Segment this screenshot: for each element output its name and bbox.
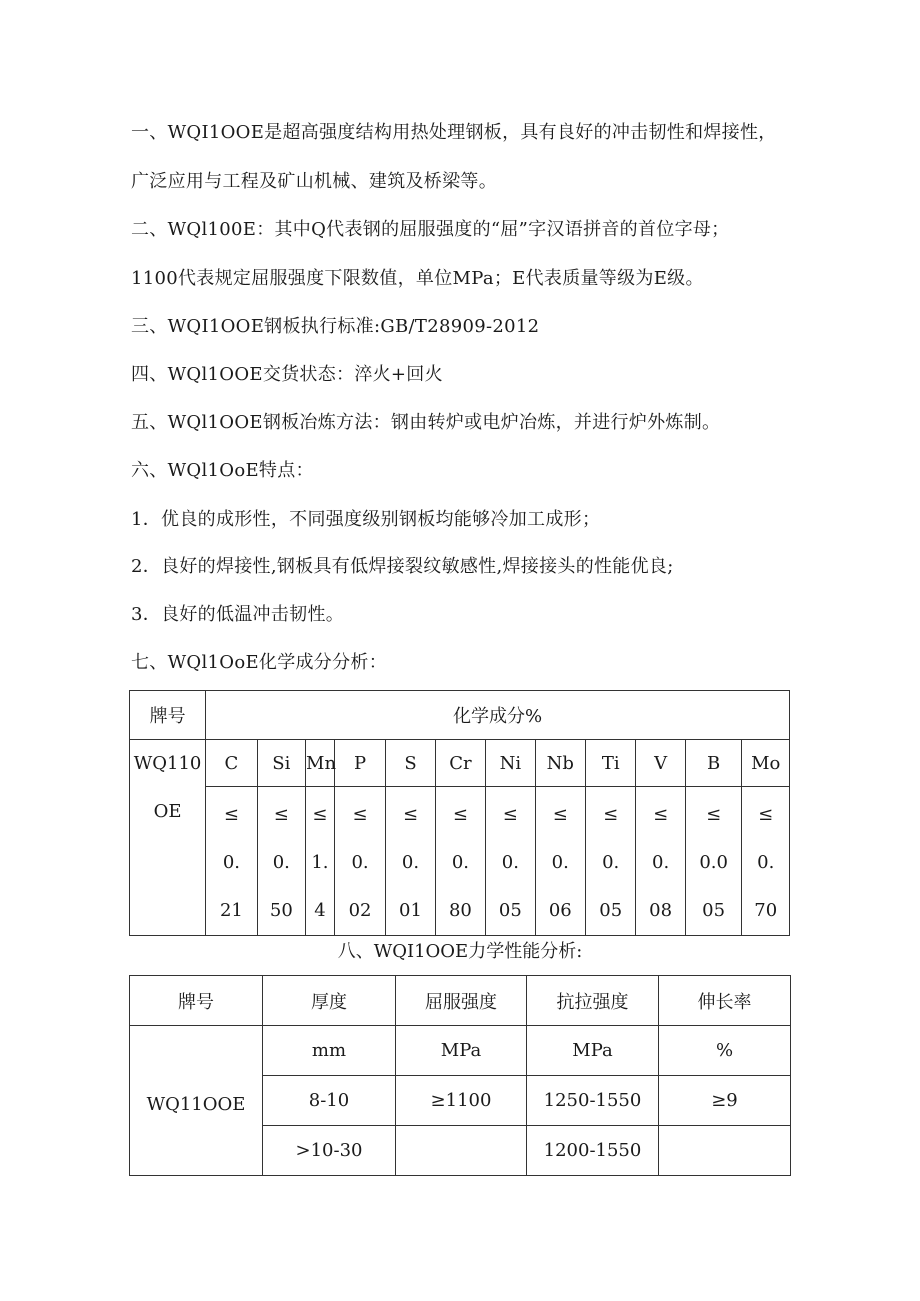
mech-header-elongation: 伸长率 — [659, 976, 791, 1026]
value-mo-part-1: 0. — [757, 852, 775, 873]
value-cr-part-0: ≤ — [452, 804, 468, 825]
row2-thickness: >10-30 — [263, 1126, 396, 1176]
value-ni-part-1: 0. — [501, 852, 519, 873]
value-nb-part-0: ≤ — [552, 804, 568, 825]
mech-brand-cell — [130, 1026, 263, 1176]
row1-thickness: 8-10 — [263, 1076, 396, 1126]
value-b-part-1: 0.0 — [699, 852, 728, 873]
paragraph-5: 五、WQl1OOE钢板冶炼方法：钢由转炉或电炉冶炼，并进行炉外炼制。 — [131, 412, 721, 433]
paragraph-7: 七、WQl1OoE化学成分分析： — [131, 652, 387, 673]
unit-yield: MPa — [396, 1026, 527, 1076]
value-b-part-0: ≤ — [706, 804, 722, 825]
value-v-part-0: ≤ — [653, 804, 669, 825]
chemical-composition-table — [129, 690, 790, 936]
value-si-part-1: 0. — [272, 852, 290, 873]
paragraph-1-cont: 广泛应用与工程及矿山机械、建筑及桥梁等。 — [131, 171, 497, 192]
paragraph-2-cont: 1100代表规定屈服强度下限数值，单位MPa；E代表质量等级为E级。 — [131, 268, 704, 289]
row1-tensile: 1250-1550 — [527, 1076, 659, 1126]
value-c-part-1: 0. — [222, 852, 240, 873]
value-p-part-1: 0. — [351, 852, 369, 873]
feature-1: 1．优良的成形性，不同强度级别钢板均能够冷加工成形； — [131, 509, 601, 530]
feature-2: 2．良好的焊接性,钢板具有低焊接裂纹敏感性,焊接接头的性能优良; — [131, 556, 674, 577]
value-cr-part-2: 80 — [448, 900, 472, 921]
value-p-part-0: ≤ — [352, 804, 368, 825]
unit-tensile: MPa — [527, 1026, 659, 1076]
value-b — [685, 787, 742, 936]
element-mn: Mn — [306, 740, 335, 787]
row2-yield — [396, 1126, 527, 1176]
value-cr-part-1: 0. — [451, 852, 470, 873]
paragraph-4: 四、WQl1OOE交货状态：淬火+回火 — [131, 364, 443, 385]
value-v — [636, 787, 685, 936]
value-c-part-2: 21 — [219, 900, 243, 921]
chem-composition-header: 化学成分% — [206, 691, 790, 740]
chem-brand-header: 牌号 — [130, 691, 206, 740]
mech-caption: 八、WQI1OOE力学性能分析: — [337, 941, 583, 962]
value-mn — [306, 787, 335, 936]
element-ti: Ti — [585, 740, 635, 787]
value-s — [386, 787, 435, 936]
element-p: P — [334, 740, 385, 787]
value-ni-part-2: 05 — [498, 900, 522, 921]
chem-brand-line-2: OE — [153, 801, 182, 822]
row2-tensile: 1200-1550 — [527, 1126, 659, 1176]
value-si-part-0: ≤ — [273, 804, 289, 825]
element-v: V — [636, 740, 685, 787]
unit-thickness: mm — [263, 1026, 396, 1076]
value-nb-part-2: 06 — [548, 900, 572, 921]
value-c — [206, 787, 257, 936]
value-ti-part-0: ≤ — [603, 804, 619, 825]
element-s: S — [386, 740, 435, 787]
row2-elongation — [659, 1126, 791, 1176]
element-cr: Cr — [435, 740, 485, 787]
value-cr — [435, 787, 485, 936]
chem-brand-line-1: WQ110 — [133, 753, 202, 774]
paragraph-2: 二、WQl100E：其中Q代表钢的屈服强度的“屈”字汉语拼音的首位字母； — [131, 219, 730, 240]
value-ti — [585, 787, 635, 936]
value-s-part-2: 01 — [399, 900, 422, 921]
unit-elongation: % — [659, 1026, 791, 1076]
value-mn-part-0: ≤ — [312, 804, 328, 825]
value-mo — [742, 787, 790, 936]
value-s-part-0: ≤ — [402, 804, 419, 825]
mech-header-thickness: 厚度 — [263, 976, 396, 1026]
value-mo-part-2: 70 — [754, 900, 778, 921]
value-c-part-0: ≤ — [223, 804, 239, 825]
element-nb: Nb — [535, 740, 585, 787]
row1-elongation: ≥9 — [659, 1076, 791, 1126]
value-si — [257, 787, 305, 936]
mechanical-properties-table — [129, 975, 791, 1176]
element-b: B — [685, 740, 742, 787]
value-ti-part-2: 05 — [599, 900, 623, 921]
chem-brand-cell — [130, 740, 206, 936]
mech-brand: WQ11OOE — [146, 1094, 246, 1115]
value-b-part-2: 05 — [702, 900, 726, 921]
mech-header-yield-strength: 屈服强度 — [396, 976, 527, 1026]
value-ni — [486, 787, 535, 936]
paragraph-1: 一、WQI1OOE是超高强度结构用热处理钢板，具有良好的冲击韧性和焊接性， — [131, 122, 777, 143]
value-s-part-1: 0. — [401, 852, 420, 873]
value-mn-part-1: 1. — [311, 852, 329, 873]
value-mo-part-0: ≤ — [758, 804, 774, 825]
mech-header-brand: 牌号 — [130, 976, 263, 1026]
row1-yield: ≥1100 — [396, 1076, 527, 1126]
paragraph-3: 三、WQI1OOE钢板执行标准:GB/T28909-2012 — [131, 316, 540, 337]
paragraph-6: 六、WQl1OoE特点： — [131, 460, 314, 481]
element-c: C — [206, 740, 257, 787]
value-v-part-2: 08 — [649, 900, 673, 921]
value-nb — [535, 787, 585, 936]
feature-3: 3．良好的低温冲击韧性。 — [131, 604, 345, 625]
value-ti-part-1: 0. — [602, 852, 620, 873]
value-ni-part-0: ≤ — [502, 804, 518, 825]
value-p-part-2: 02 — [348, 900, 372, 921]
value-si-part-2: 50 — [269, 900, 293, 921]
element-si: Si — [257, 740, 305, 787]
mech-header-tensile-strength: 抗拉强度 — [527, 976, 659, 1026]
element-mo: Mo — [742, 740, 790, 787]
element-ni: Ni — [486, 740, 535, 787]
value-v-part-1: 0. — [652, 852, 670, 873]
value-p — [334, 787, 385, 936]
value-mn-part-2: 4 — [314, 900, 326, 921]
value-nb-part-1: 0. — [551, 852, 569, 873]
